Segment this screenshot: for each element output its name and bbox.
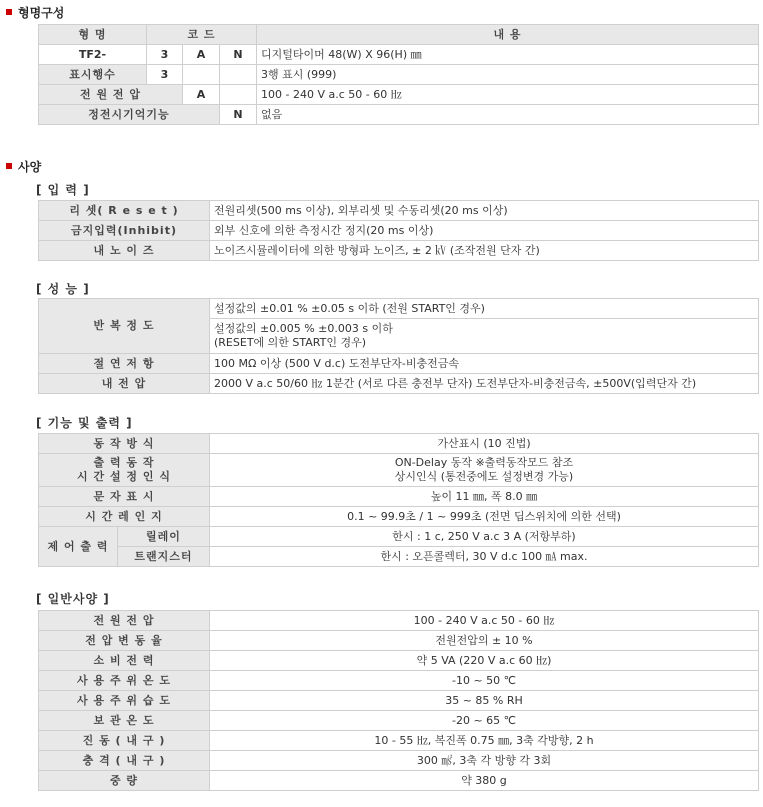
- model-desc: 없음: [257, 105, 759, 125]
- spec-value: [210, 319, 759, 354]
- spec-value: -10 ~ 50 ℃: [210, 671, 759, 691]
- spec-sublabel: 릴레이: [118, 527, 210, 547]
- spec-row: [39, 751, 759, 771]
- code-cell: [220, 85, 257, 105]
- model-name: 정전시기억기능: [39, 105, 220, 125]
- spec-row: [39, 651, 759, 671]
- spec-value: 2000 V a.c 50/60 ㎐ 1분간 (서로 다른 충전부 단자) 도전부단자-비충전금속, ±500V(입력단자 간): [210, 374, 759, 394]
- spec-value: 전원리셋(500 ms 이상), 외부리셋 및 수동리셋(20 ms 이상): [210, 201, 759, 221]
- spec-value: [210, 454, 759, 487]
- subsection-title-function: [ 기능 및 출력 ]: [36, 416, 133, 430]
- spec-label: 충 격 ( 내 구 ): [39, 751, 210, 771]
- code-cell: 3: [147, 45, 183, 65]
- spec-row: [39, 527, 759, 547]
- spec-row: [39, 487, 759, 507]
- header-content: 내 용: [257, 25, 759, 45]
- function-table: [38, 433, 759, 567]
- spec-value: 100 - 240 V a.c 50 - 60 ㎐: [210, 611, 759, 631]
- spec-value: 가산표시 (10 진법): [210, 434, 759, 454]
- spec-label: 내 노 이 즈: [39, 241, 210, 261]
- code-cell: [220, 65, 257, 85]
- spec-row: [39, 771, 759, 791]
- code-cell: A: [183, 45, 220, 65]
- spec-row: [39, 631, 759, 651]
- spec-value: 전원전압의 ± 10 %: [210, 631, 759, 651]
- spec-label: 금지입력(Inhibit): [39, 221, 210, 241]
- model-row: [39, 45, 759, 65]
- code-cell: N: [220, 105, 257, 125]
- subsection-title-input: [ 입 력 ]: [36, 183, 90, 197]
- model-header-row: [39, 25, 759, 45]
- model-desc: 디지털타이머 48(W) X 96(H) ㎜: [257, 45, 759, 65]
- spec-row: [39, 221, 759, 241]
- spec-label: 내 전 압: [39, 374, 210, 394]
- spec-row: [39, 507, 759, 527]
- code-cell: N: [220, 45, 257, 65]
- section-title-model-text: 형명구성: [18, 6, 65, 20]
- spec-label: 소 비 전 력: [39, 651, 210, 671]
- spec-label: 동 작 방 식: [39, 434, 210, 454]
- spec-value: 100 MΩ 이상 (500 V d.c) 도전부단자-비충전금속: [210, 354, 759, 374]
- spec-label: 문 자 표 시: [39, 487, 210, 507]
- spec-label: 절 연 저 항: [39, 354, 210, 374]
- model-table: [38, 24, 759, 125]
- spec-label-line: 출 력 동 작: [93, 456, 155, 469]
- spec-label: 진 동 ( 내 구 ): [39, 731, 210, 751]
- input-table: [38, 200, 759, 261]
- bullet-square-icon: [6, 163, 12, 169]
- spec-row: [39, 434, 759, 454]
- code-cell: [183, 65, 220, 85]
- header-model: 형 명: [39, 25, 147, 45]
- spec-value: -20 ~ 65 ℃: [210, 711, 759, 731]
- spec-value-line: 설정값의 ±0.005 % ±0.003 s 이하: [214, 322, 393, 335]
- spec-row: [39, 354, 759, 374]
- model-row: [39, 65, 759, 85]
- spec-value: 약 5 VA (220 V a.c 60 ㎐): [210, 651, 759, 671]
- spec-row: [39, 547, 759, 567]
- model-row: [39, 105, 759, 125]
- spec-row: [39, 671, 759, 691]
- spec-row: [39, 611, 759, 631]
- spec-label: 전 압 변 동 율: [39, 631, 210, 651]
- code-cell: 3: [147, 65, 183, 85]
- spec-value: 35 ~ 85 % RH: [210, 691, 759, 711]
- spec-row: [39, 241, 759, 261]
- spec-value: 한시 : 1 c, 250 V a.c 3 A (저항부하): [210, 527, 759, 547]
- spec-row: [39, 454, 759, 487]
- spec-value: 노이즈시뮬레이터에 의한 방형파 노이즈, ± 2 ㎸ (조작전원 단자 간): [210, 241, 759, 261]
- spec-value-line: 상시인식 (통전중에도 설정변경 가능): [394, 470, 574, 483]
- spec-value: 0.1 ~ 99.9초 / 1 ~ 999초 (전면 딥스위치에 의한 선택): [210, 507, 759, 527]
- spec-label: 보 관 온 도: [39, 711, 210, 731]
- spec-label: 반 복 정 도: [39, 299, 210, 354]
- model-name: 표시행수: [39, 65, 147, 85]
- spec-value: 한시 : 오픈콜렉터, 30 V d.c 100 ㎃ max.: [210, 547, 759, 567]
- spec-label: 전 원 전 압: [39, 611, 210, 631]
- spec-label: 시 간 레 인 지: [39, 507, 210, 527]
- spec-label: 사 용 주 위 온 도: [39, 671, 210, 691]
- spec-label: 제 어 출 력: [39, 527, 118, 567]
- section-title-spec-text: 사양: [18, 160, 42, 174]
- spec-label: [39, 454, 210, 487]
- header-code: 코 드: [147, 25, 257, 45]
- spec-value: 높이 11 ㎜, 폭 8.0 ㎜: [210, 487, 759, 507]
- model-desc: 100 - 240 V a.c 50 - 60 ㎐: [257, 85, 759, 105]
- spec-label: 리 셋( R e s e t ): [39, 201, 210, 221]
- spec-label: 사 용 주 위 습 도: [39, 691, 210, 711]
- spec-row: [39, 711, 759, 731]
- spec-value: 설정값의 ±0.01 % ±0.05 s 이하 (전원 START인 경우): [210, 299, 759, 319]
- section-title-spec: [6, 158, 41, 175]
- performance-table: [38, 298, 759, 394]
- spec-value-line: ON-Delay 동작 ※출력동작모드 참조: [394, 456, 574, 469]
- spec-row: [39, 374, 759, 394]
- spec-value: 약 380 g: [210, 771, 759, 791]
- spec-value: 300 ㎨, 3축 각 방향 각 3회: [210, 751, 759, 771]
- code-cell: A: [183, 85, 220, 105]
- spec-row: [39, 691, 759, 711]
- model-desc: 3행 표시 (999): [257, 65, 759, 85]
- spec-value: 외부 신호에 의한 측정시간 정지(20 ms 이상): [210, 221, 759, 241]
- model-row: [39, 85, 759, 105]
- general-table: [38, 610, 759, 791]
- spec-value: 10 - 55 ㎐, 복진폭 0.75 ㎜, 3축 각방향, 2 h: [210, 731, 759, 751]
- section-title-model: [6, 4, 64, 21]
- subsection-title-general: [ 일반사양 ]: [36, 592, 110, 606]
- spec-row: [39, 731, 759, 751]
- spec-label: 중 량: [39, 771, 210, 791]
- spec-row: [39, 299, 759, 319]
- spec-sublabel: 트랜지스터: [118, 547, 210, 567]
- spec-label-line: 시 간 설 정 인 식: [77, 470, 171, 483]
- model-name: TF2-: [39, 45, 147, 65]
- spec-row: [39, 201, 759, 221]
- model-name: 전 원 전 압: [39, 85, 183, 105]
- subsection-title-performance: [ 성 능 ]: [36, 282, 90, 296]
- bullet-square-icon: [6, 9, 12, 15]
- spec-value-line: (RESET에 의한 START인 경우): [214, 336, 367, 349]
